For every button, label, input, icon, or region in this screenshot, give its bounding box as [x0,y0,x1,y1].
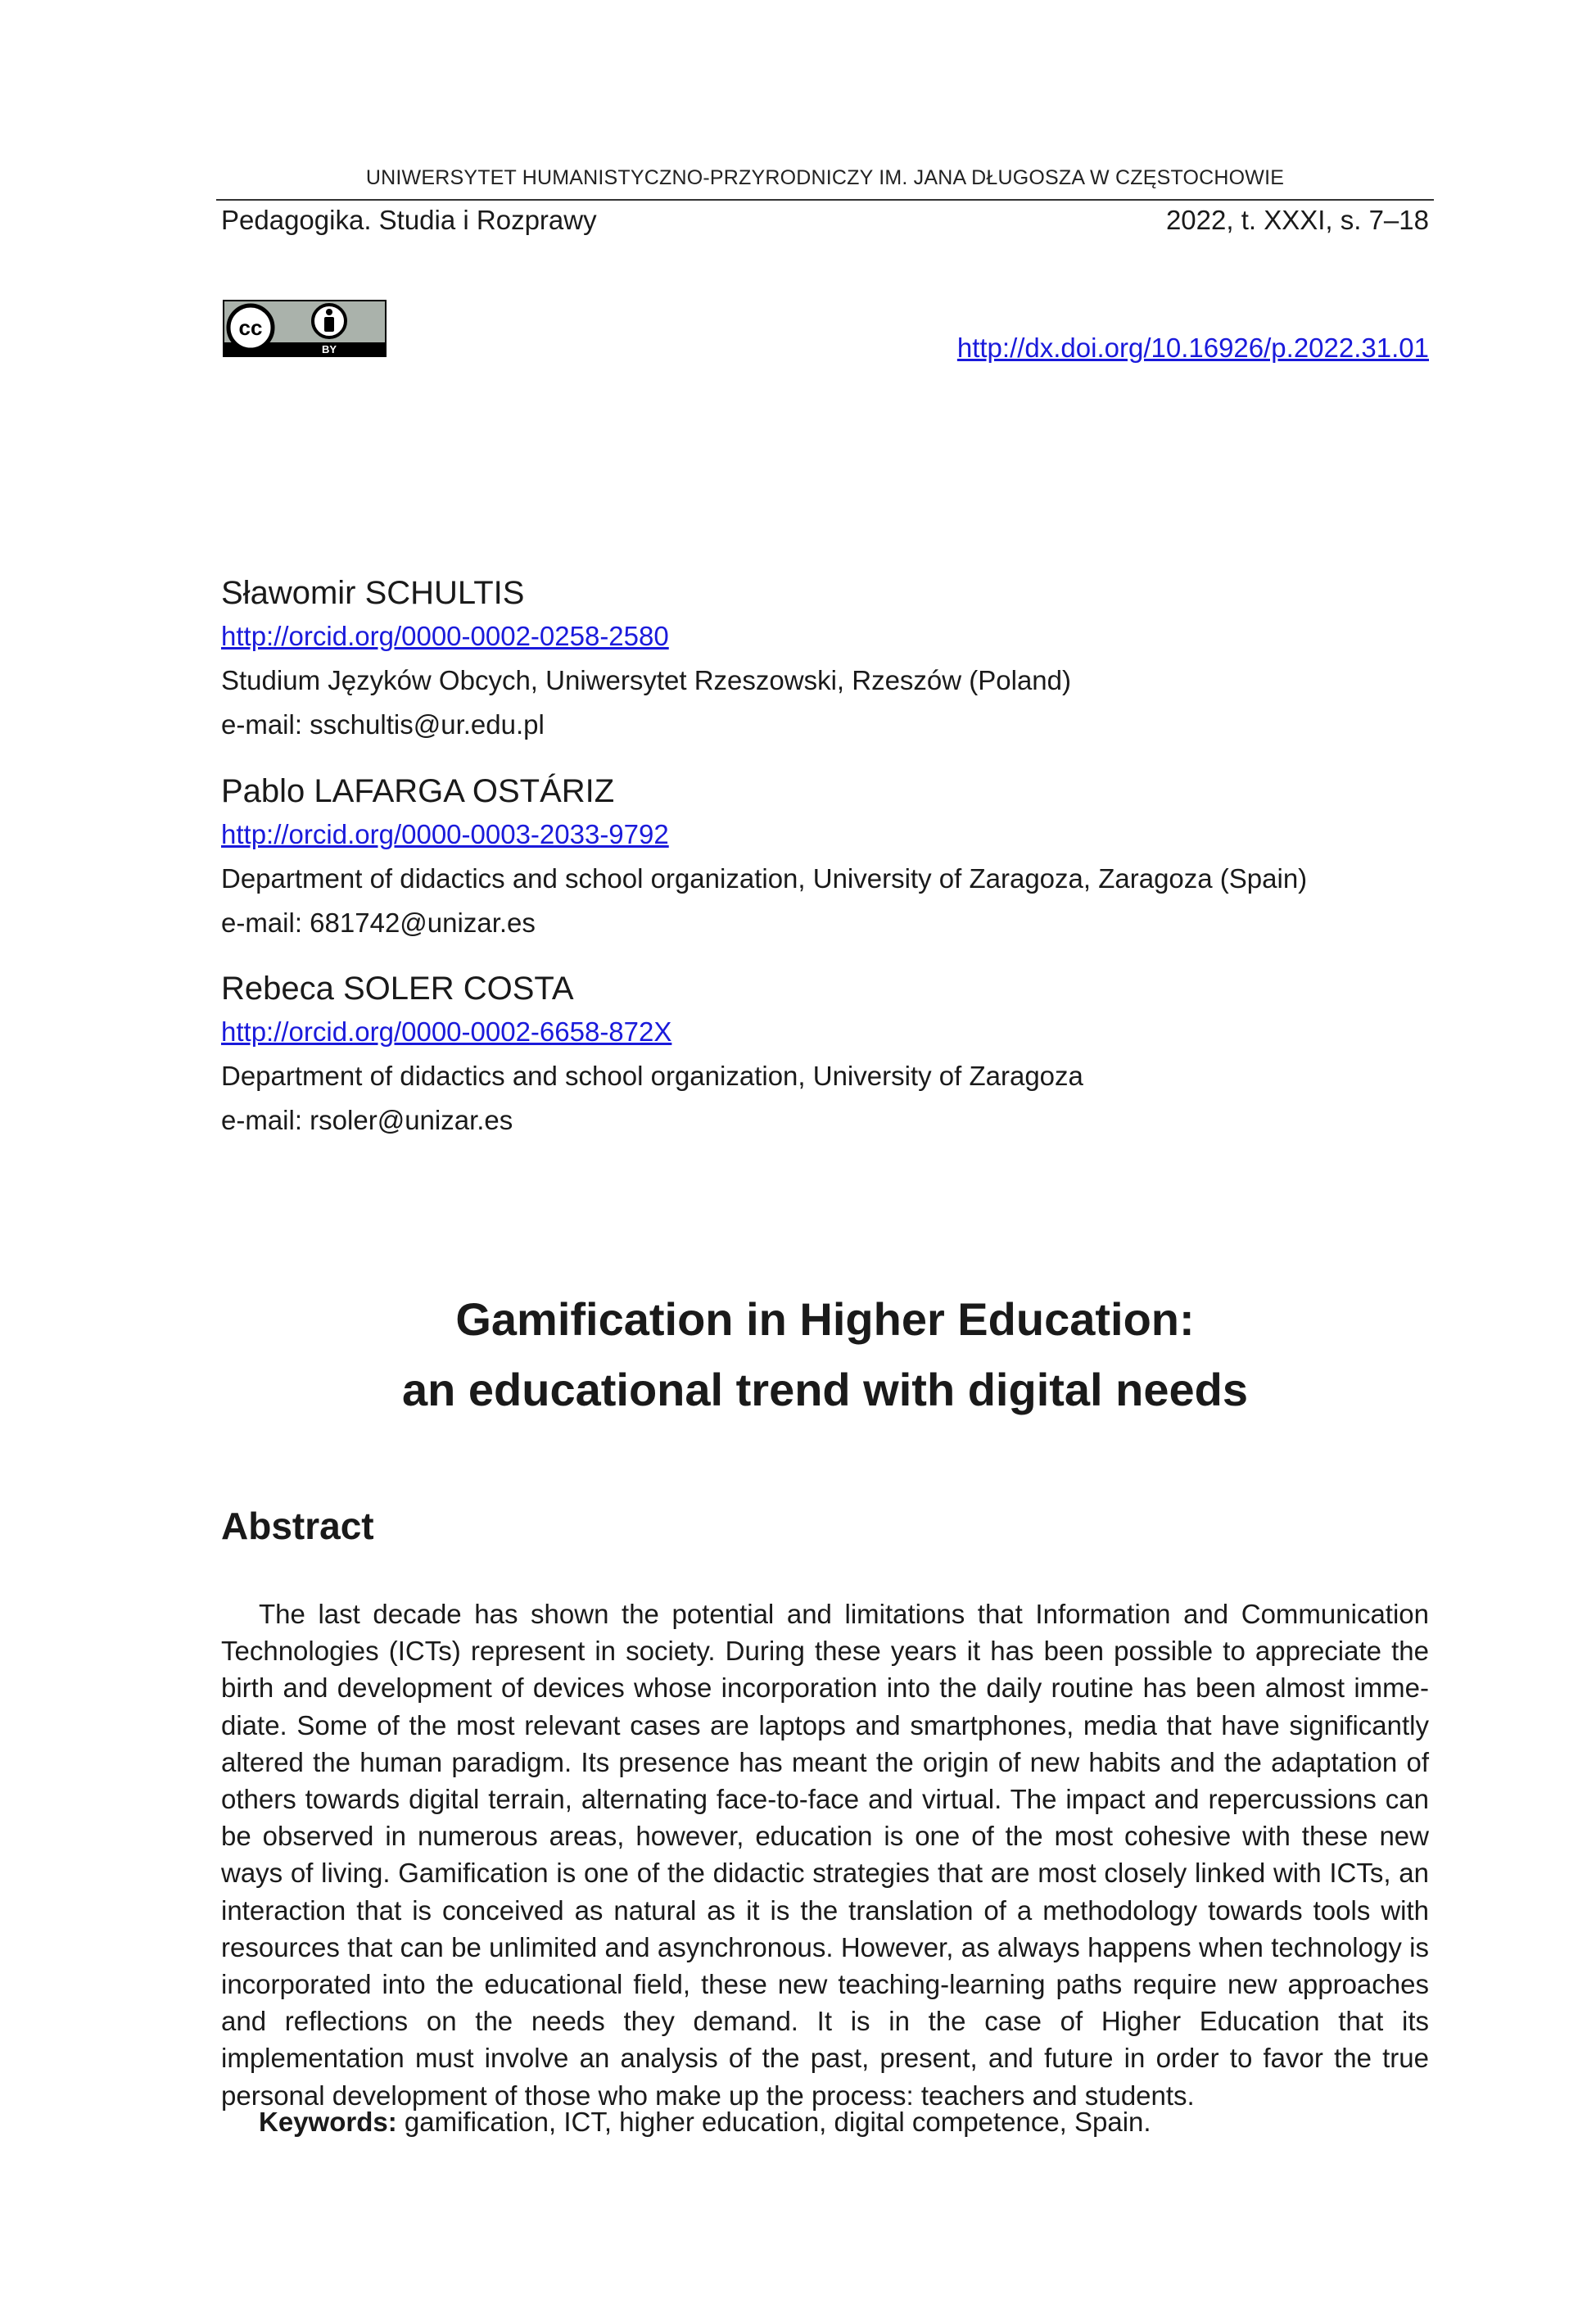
journal-name: Pedagogika. Studia i Rozprawy [221,205,597,235]
article-title [221,1284,1429,1425]
article-first-page [221,0,1429,2322]
author-email: e-mail: 681742@unizar.es [221,908,536,938]
cc-by-license-icon[interactable] [223,300,387,357]
author-affiliation: Studium Języków Obcych, Uniwersytet Rzeszowski, Rzeszów (Poland) [221,665,1072,695]
author-name: Pablo LAFARGA OSTÁRIZ [221,773,615,809]
header-rule [216,199,1434,201]
author-name: Sławomir SCHULTIS [221,575,525,611]
orcid-link[interactable]: http://orcid.org/0000-0002-0258-2580 [221,621,669,651]
volume-info: 2022, t. XXXI, s. 7–18 [1165,205,1429,235]
author-affiliation: Department of didactics and school organization, University of Zaragoza, Zaragoza (Spain) [221,863,1308,894]
doi-link[interactable]: http://dx.doi.org/10.16926/p.2022.31.01 [956,333,1429,363]
author-block [221,770,1429,945]
svg-text:cc: cc [238,315,263,340]
author-email: e-mail: rsoler@unizar.es [221,1105,513,1135]
keywords-label: Keywords: [259,2107,397,2137]
author-name: Rebeca SOLER COSTA [221,971,574,1007]
university-header [221,164,1429,190]
title-line-2: an educational trend with digital needs [401,1364,1249,1415]
abstract-body: The last decade has shown the potential and limitations that Information and Communication Technologies (ICTs) represent in society. During these years it has been possible to appreciate the birth and development of devices whose incorporation into the daily routine has been almost immediate. Some of the most relevant cases are laptops and smartphones, media that have significantly altered the human paradigm. Its presence has meant the origin of new habits and the adaptation of others towards digital terrain, alternating face-to-face and virtual. The impact and repercussions can be observed in numerous areas, however, education is one of the most cohesive with these new ways of living. Gamification is one of the didactic strategies that are most closely linked with ICTs, an interaction that is conceived as natural as it is the translation of a methodology towards tools with resources that can be unlimited and asynchronous. However, as always happens when technology is incorporated into the educational field, these new teaching-learning paths require new approaches and reflections on the needs they demand. It is in the case of Higher Education that its implementation must involve an analysis of the past, present, and future in order to favor the true personal development of those who make up the process: teachers and students. [221,1599,1429,2111]
title-line-1: Gamification in Higher Education: [455,1293,1195,1345]
author-affiliation: Department of didactics and school organization, University of Zaragoza [221,1061,1083,1091]
orcid-link[interactable]: http://orcid.org/0000-0003-2033-9792 [221,819,669,849]
author-block [221,572,1429,747]
author-email: e-mail: sschultis@ur.edu.pl [221,709,545,740]
keywords-line [221,2103,1429,2140]
license-label: BY [321,343,337,355]
university-name: UNIWERSYTET HUMANISTYCZNO-PRZYRODNICZY IM. JANA DŁUGOSZA W CZĘSTOCHOWIE [365,166,1285,189]
abstract-heading: Abstract [221,1505,374,1547]
orcid-link[interactable]: http://orcid.org/0000-0002-6658-872X [221,1016,672,1047]
author-block [221,967,1429,1143]
keywords-list: gamification, ICT, higher education, digital competence, Spain. [404,2107,1151,2137]
